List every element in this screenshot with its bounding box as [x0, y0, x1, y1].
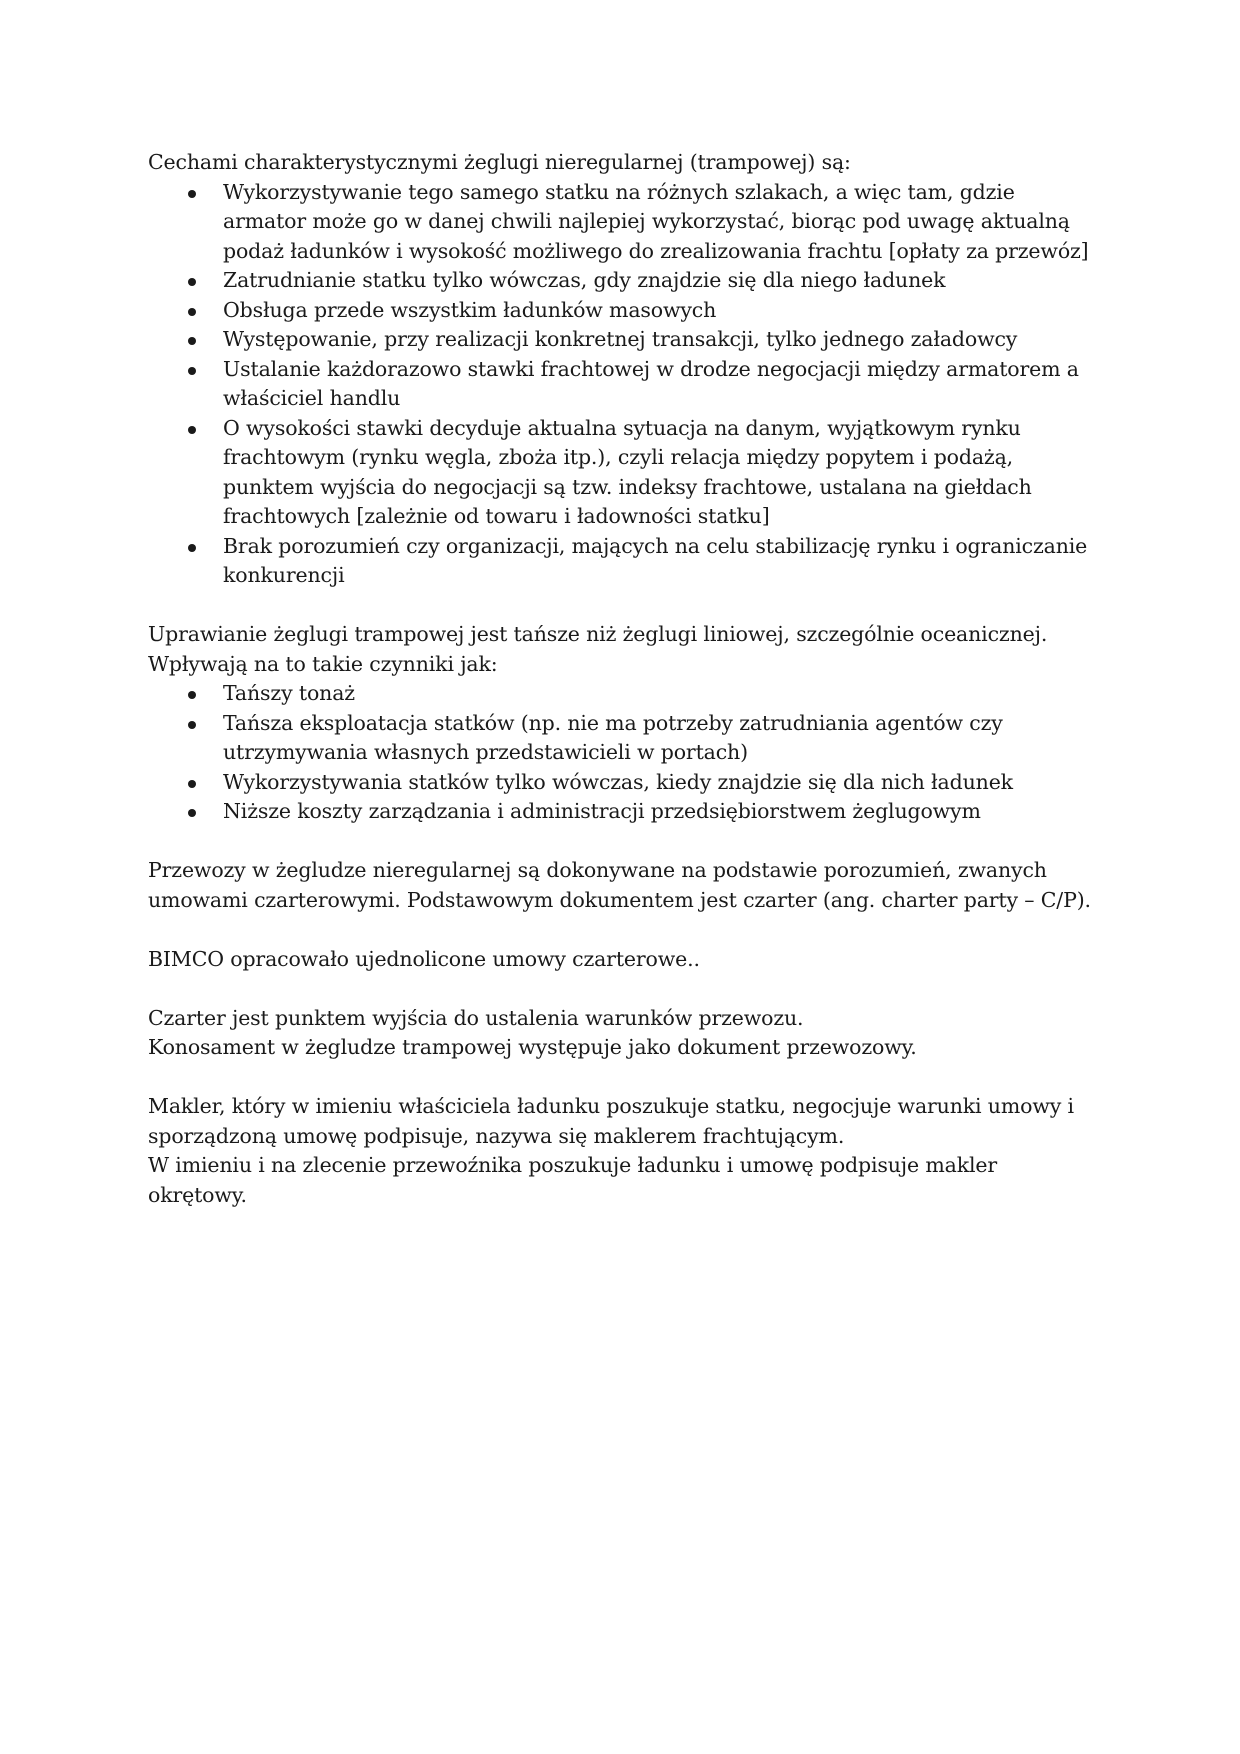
section2-bullet-list	[148, 679, 1096, 827]
paragraph-line: Konosament w żegludze trampowej występuje jako dokument przewozowy.	[148, 1035, 917, 1059]
paragraph-bimco	[148, 945, 1096, 975]
bullet-icon	[188, 337, 196, 345]
list-item: Wykorzystywania statków tylko wówczas, kiedy znajdzie się dla nich ładunek	[148, 768, 1096, 798]
list-item: Niższe koszty zarządzania i administracji przedsiębiorstwem żeglugowym	[148, 797, 1096, 827]
bullet-icon	[188, 426, 196, 434]
paragraph-line: W imieniu i na zlecenie przewoźnika poszukuje ładunku i umowę podpisuje makler okrętowy.	[148, 1153, 998, 1207]
list-item: Brak porozumień czy organizacji, mających na celu stabilizację rynku i ograniczanie konkurencji	[148, 532, 1096, 591]
bullet-icon	[188, 691, 196, 699]
section1-bullet-list	[148, 178, 1096, 591]
paragraph-charter-bill-of-lading	[148, 1004, 1096, 1063]
paragraph-charter-agreements	[148, 856, 1096, 915]
section-tramp-costs	[148, 620, 1096, 827]
list-item: Tańsza eksploatacja statków (np. nie ma potrzeby zatrudniania agentów czy utrzymywania własnych przedstawicieli w portach)	[148, 709, 1096, 768]
list-item: Występowanie, przy realizacji konkretnej transakcji, tylko jednego załadowcy	[148, 325, 1096, 355]
section1-intro: Cechami charakterystycznymi żeglugi nieregularnej (trampowej) są:	[148, 150, 851, 174]
list-item: Tańszy tonaż	[148, 679, 1096, 709]
list-item: O wysokości stawki decyduje aktualna sytuacja na danym, wyjątkowym rynku frachtowym (rynku węgla, zboża itp.), czyli relacja między popytem i podażą, punktem wyjścia do negocjacji są tzw. indeksy frachtowe, ustalana na giełdach frachtowych [zależnie od towaru i ładowności statku]	[148, 414, 1096, 532]
paragraph-line: Makler, który w imieniu właściciela ładunku poszukuje statku, negocjuje warunki umowy i sporządzoną umowę podpisuje, nazywa się maklerem frachtującym.	[148, 1094, 1074, 1148]
paragraph-line: Czarter jest punktem wyjścia do ustalenia warunków przewozu.	[148, 1005, 804, 1030]
bullet-icon	[188, 278, 196, 286]
section2-intro-line2: Wpływają na to takie czynniki jak:	[148, 651, 498, 676]
bullet-icon	[188, 367, 196, 375]
bullet-icon	[188, 809, 196, 817]
bullet-icon	[188, 544, 196, 552]
section-tramp-characteristics	[148, 148, 1096, 591]
list-item: Zatrudnianie statku tylko wówczas, gdy znajdzie się dla niego ładunek	[148, 266, 1096, 296]
paragraph-text: Przewozy w żegludze nieregularnej są dokonywane na podstawie porozumień, zwanych umowami czarterowymi. Podstawowym dokumentem jest czarter (ang. charter party – C/P).	[148, 858, 1091, 912]
paragraph-brokers	[148, 1092, 1096, 1210]
list-item: Wykorzystywanie tego samego statku na różnych szlakach, a więc tam, gdzie armator może go w danej chwili najlepiej wykorzystać, biorąc pod uwagę aktualną podaż ładunków i wysokość możliwego do zrealizowania frachtu [opłaty za przewóz]	[148, 178, 1096, 267]
list-item: Ustalanie każdorazowo stawki frachtowej w drodze negocjacji między armatorem a właściciel handlu	[148, 355, 1096, 414]
bullet-icon	[188, 190, 196, 198]
paragraph-text: BIMCO opracowało ujednolicone umowy czarterowe..	[148, 946, 700, 971]
bullet-icon	[188, 721, 196, 729]
bullet-icon	[188, 780, 196, 788]
section2-intro-line1: Uprawianie żeglugi trampowej jest tańsze niż żeglugi liniowej, szczególnie oceanicznej.	[148, 622, 1048, 646]
list-item: Obsługa przede wszystkim ładunków masowych	[148, 296, 1096, 326]
document-body	[148, 148, 1096, 1240]
bullet-icon	[188, 308, 196, 316]
